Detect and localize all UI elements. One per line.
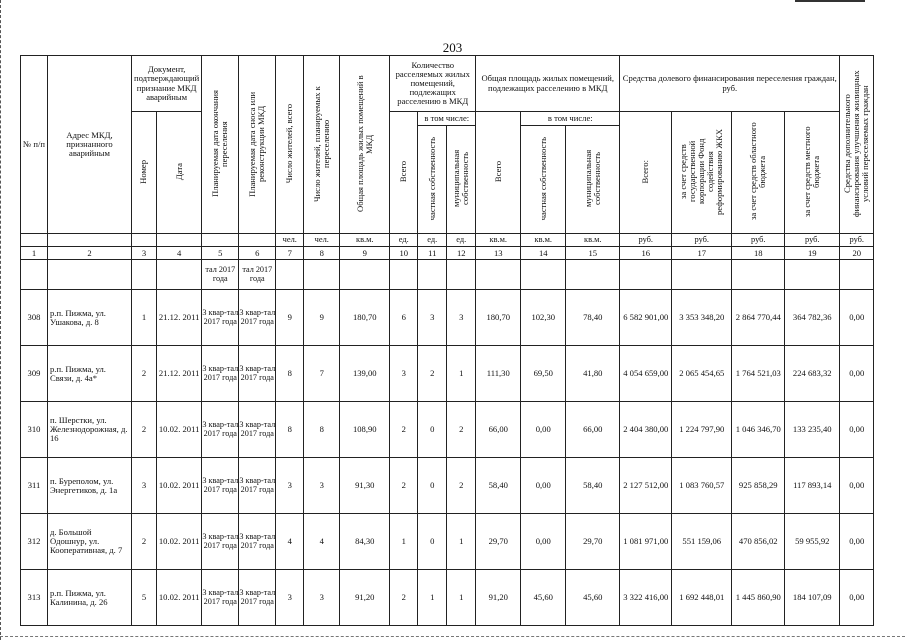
- row-area-private: 0,00: [521, 402, 566, 458]
- row-rooms-private: 3: [418, 290, 447, 346]
- resettlement-table-wrapper: [20, 55, 874, 626]
- header-document: Документ, подтверждающий признание МКД аварийным: [132, 56, 202, 112]
- row-funds-extra: 0,00: [840, 514, 874, 570]
- row-rooms-total: 2: [390, 570, 418, 626]
- row-area-private: 69,50: [521, 346, 566, 402]
- row-funds-total: 2 127 512,00: [620, 458, 672, 514]
- row-funds-fund: 1 692 448,01: [672, 570, 732, 626]
- header-num: № п/п: [21, 56, 48, 234]
- unit-cell: кв.м.: [521, 234, 566, 247]
- unit-cell: чел.: [276, 234, 304, 247]
- page-number: 203: [442, 40, 463, 55]
- row-residents-total: 8: [276, 402, 304, 458]
- header-funds-regional: за счет средств областного бюджета: [732, 112, 785, 234]
- row-area-municipal: 41,80: [566, 346, 620, 402]
- row-planned-demolition: 3 квар-тал 2017 года: [239, 570, 276, 626]
- header-area-private: частная собственность: [521, 126, 566, 234]
- table-row: [21, 346, 874, 402]
- row-funds-total: 1 081 971,00: [620, 514, 672, 570]
- column-number: 11: [418, 247, 447, 260]
- header-rooms-private: частная собственность: [418, 126, 447, 234]
- header-funds-total: Всего:: [620, 112, 672, 234]
- row-rooms-municipal: 1: [447, 570, 476, 626]
- row-number: 312: [21, 514, 48, 570]
- unit-cell: ед.: [390, 234, 418, 247]
- row-rooms-total: 6: [390, 290, 418, 346]
- row-rooms-municipal: 1: [447, 514, 476, 570]
- row-funds-regional: 2 864 770,44: [732, 290, 785, 346]
- unit-cell: кв.м.: [476, 234, 521, 247]
- header-area-municipal: муниципальная собственность: [566, 126, 620, 234]
- header-funds-fund: за счет средств государственной корпорации Фонд содействия реформированию ЖКХ: [672, 112, 732, 234]
- table-row: [21, 290, 874, 346]
- column-number: 20: [840, 247, 874, 260]
- column-number: 17: [672, 247, 732, 260]
- row-area-municipal: 78,40: [566, 290, 620, 346]
- row-doc-date: 10.02. 2011: [156, 402, 201, 458]
- row-funds-regional: 1 445 860,90: [732, 570, 785, 626]
- row-funds-local: 133 235,40: [785, 402, 840, 458]
- row-doc-number: 5: [132, 570, 157, 626]
- row-total-area: 91,30: [340, 458, 390, 514]
- row-area-private: 102,30: [521, 290, 566, 346]
- row-total-area: 108,90: [340, 402, 390, 458]
- row-funds-local: 364 782,36: [785, 290, 840, 346]
- header-residents-planned: Число жителей, планируемых к переселению: [304, 56, 340, 234]
- row-address: р.п. Пижма, ул. Калинина, д. 26: [48, 570, 132, 626]
- bottom-rule: [0, 636, 905, 638]
- row-rooms-private: 0: [418, 458, 447, 514]
- column-number: 18: [732, 247, 785, 260]
- row-funds-regional: 1 046 346,70: [732, 402, 785, 458]
- row-funds-fund: 3 353 348,20: [672, 290, 732, 346]
- row-rooms-municipal: 1: [447, 346, 476, 402]
- column-number: 13: [476, 247, 521, 260]
- row-residents-total: 8: [276, 346, 304, 402]
- column-number: 6: [239, 247, 276, 260]
- row-residents-total: 9: [276, 290, 304, 346]
- row-planned-resettlement-end: 3 квар-тал 2017 года: [202, 402, 239, 458]
- row-doc-number: 2: [132, 514, 157, 570]
- header-funds-local: за счет средств местного бюджета: [785, 112, 840, 234]
- header-area-incl: в том числе:: [521, 112, 620, 126]
- table-row: [21, 570, 874, 626]
- row-residents-planned: 4: [304, 514, 340, 570]
- table-row: [21, 458, 874, 514]
- row-total-area: 84,30: [340, 514, 390, 570]
- header-rooms-count: Количество расселяемых жилых помещений, подлежащих расселению в МКД: [390, 56, 476, 112]
- column-number: 8: [304, 247, 340, 260]
- column-number: 2: [48, 247, 132, 260]
- column-number: 19: [785, 247, 840, 260]
- row-area-private: 0,00: [521, 458, 566, 514]
- row-number: 308: [21, 290, 48, 346]
- unit-cell: чел.: [304, 234, 340, 247]
- row-total-area: 139,00: [340, 346, 390, 402]
- row-residents-total: 3: [276, 570, 304, 626]
- row-planned-demolition: 3 квар-тал 2017 года: [239, 290, 276, 346]
- row-funds-fund: 1 224 797,90: [672, 402, 732, 458]
- row-address: р.п. Пижма, ул. Связи, д. 4а*: [48, 346, 132, 402]
- units-row: [21, 234, 874, 247]
- unit-cell: руб.: [672, 234, 732, 247]
- column-number: 9: [340, 247, 390, 260]
- row-doc-date: 10.02. 2011: [156, 458, 201, 514]
- row-funds-local: 224 683,32: [785, 346, 840, 402]
- column-number: 3: [132, 247, 157, 260]
- unit-cell: кв.м.: [340, 234, 390, 247]
- row-funds-total: 6 582 901,00: [620, 290, 672, 346]
- header-planned-resettlement-end: Планируемая дата окончания переселения: [202, 56, 239, 234]
- header-doc-date: Дата: [156, 112, 201, 234]
- unit-cell: руб.: [620, 234, 672, 247]
- column-number: 14: [521, 247, 566, 260]
- row-rooms-total: 2: [390, 402, 418, 458]
- row-funds-regional: 925 858,29: [732, 458, 785, 514]
- quarter-cell: тал 2017 года: [202, 260, 239, 290]
- continued-row: [21, 260, 874, 290]
- column-number: 7: [276, 247, 304, 260]
- column-number: 15: [566, 247, 620, 260]
- header-rooms-incl: в том числе:: [418, 112, 476, 126]
- row-doc-number: 1: [132, 290, 157, 346]
- header-doc-number: Номер: [132, 112, 157, 234]
- row-area-total: 91,20: [476, 570, 521, 626]
- header-area-total: Всего: [476, 112, 521, 234]
- row-address: п. Шерстки, ул. Железнодорожная, д. 16: [48, 402, 132, 458]
- row-planned-resettlement-end: 3 квар-тал 2017 года: [202, 570, 239, 626]
- row-area-municipal: 66,00: [566, 402, 620, 458]
- row-address: р.п. Пижма, ул. Ушакова, д. 8: [48, 290, 132, 346]
- header-address: Адрес МКД, признанного аварийным: [48, 56, 132, 234]
- row-rooms-municipal: 2: [447, 402, 476, 458]
- column-number: 12: [447, 247, 476, 260]
- row-residents-planned: 9: [304, 290, 340, 346]
- row-planned-resettlement-end: 3 квар-тал 2017 года: [202, 290, 239, 346]
- unit-cell: руб.: [840, 234, 874, 247]
- row-funds-regional: 1 764 521,03: [732, 346, 785, 402]
- row-residents-planned: 3: [304, 458, 340, 514]
- header-rooms-municipal: муниципальная собственность: [447, 126, 476, 234]
- header-residents-total: Число жителей, всего: [276, 56, 304, 234]
- row-planned-demolition: 3 квар-тал 2017 года: [239, 458, 276, 514]
- row-funds-regional: 470 856,02: [732, 514, 785, 570]
- row-funds-fund: 2 065 454,65: [672, 346, 732, 402]
- row-doc-date: 10.02. 2011: [156, 570, 201, 626]
- table-row: [21, 402, 874, 458]
- row-number: 313: [21, 570, 48, 626]
- row-planned-resettlement-end: 3 квар-тал 2017 года: [202, 458, 239, 514]
- row-area-total: 111,30: [476, 346, 521, 402]
- unit-cell: ед.: [447, 234, 476, 247]
- data-rows: [21, 290, 874, 626]
- column-number: 4: [156, 247, 201, 260]
- row-funds-total: 2 404 380,00: [620, 402, 672, 458]
- column-number: 16: [620, 247, 672, 260]
- row-residents-total: 4: [276, 514, 304, 570]
- row-planned-resettlement-end: 3 квар-тал 2017 года: [202, 514, 239, 570]
- header-funds-group: Средства долевого финансирования переселения граждан, руб.: [620, 56, 840, 112]
- row-rooms-total: 2: [390, 458, 418, 514]
- quarter-cell: тал 2017 года: [239, 260, 276, 290]
- row-rooms-private: 0: [418, 402, 447, 458]
- row-rooms-municipal: 3: [447, 290, 476, 346]
- row-doc-date: 21.12. 2011: [156, 346, 201, 402]
- row-funds-extra: 0,00: [840, 402, 874, 458]
- row-rooms-private: 1: [418, 570, 447, 626]
- row-number: 310: [21, 402, 48, 458]
- sheet-edge: [0, 0, 5, 640]
- row-funds-fund: 551 159,06: [672, 514, 732, 570]
- column-numbers-row: [21, 247, 874, 260]
- row-number: 311: [21, 458, 48, 514]
- row-doc-date: 10.02. 2011: [156, 514, 201, 570]
- row-doc-date: 21.12. 2011: [156, 290, 201, 346]
- column-number: 5: [202, 247, 239, 260]
- header-total-area: Общая площадь жилых помещений в МКД: [340, 56, 390, 234]
- row-funds-extra: 0,00: [840, 346, 874, 402]
- row-total-area: 91,20: [340, 570, 390, 626]
- row-doc-number: 2: [132, 346, 157, 402]
- row-funds-extra: 0,00: [840, 290, 874, 346]
- row-number: 309: [21, 346, 48, 402]
- table-row: [21, 514, 874, 570]
- row-residents-planned: 8: [304, 402, 340, 458]
- row-area-municipal: 29,70: [566, 514, 620, 570]
- row-rooms-private: 0: [418, 514, 447, 570]
- row-planned-demolition: 3 квар-тал 2017 года: [239, 514, 276, 570]
- row-rooms-municipal: 2: [447, 458, 476, 514]
- row-residents-planned: 3: [304, 570, 340, 626]
- row-area-private: 45,60: [521, 570, 566, 626]
- header-planned-demolition: Планируемая дата сноса или реконструкции МКД: [239, 56, 276, 234]
- row-funds-extra: 0,00: [840, 570, 874, 626]
- row-funds-total: 3 322 416,00: [620, 570, 672, 626]
- row-area-total: 66,00: [476, 402, 521, 458]
- row-address: п. Буреполом, ул. Энергетиков, д. 1а: [48, 458, 132, 514]
- row-residents-total: 3: [276, 458, 304, 514]
- top-rule: [795, 0, 865, 6]
- header-area-group: Общая площадь жилых помещений, подлежащих расселению в МКД: [476, 56, 620, 112]
- unit-cell: кв.м.: [566, 234, 620, 247]
- unit-cell: руб.: [732, 234, 785, 247]
- unit-cell: руб.: [785, 234, 840, 247]
- row-planned-demolition: 3 квар-тал 2017 года: [239, 346, 276, 402]
- row-rooms-total: 1: [390, 514, 418, 570]
- row-rooms-total: 3: [390, 346, 418, 402]
- unit-cell: ед.: [418, 234, 447, 247]
- resettlement-table: [20, 55, 874, 626]
- row-rooms-private: 2: [418, 346, 447, 402]
- row-funds-extra: 0,00: [840, 458, 874, 514]
- column-number: 10: [390, 247, 418, 260]
- row-funds-local: 117 893,14: [785, 458, 840, 514]
- header-rooms-total: Всего: [390, 112, 418, 234]
- row-area-municipal: 45,60: [566, 570, 620, 626]
- row-area-municipal: 58,40: [566, 458, 620, 514]
- row-area-total: 29,70: [476, 514, 521, 570]
- row-residents-planned: 7: [304, 346, 340, 402]
- header-funds-extra: Средства дополнительного финансирования улучшения жилищных условий переселяемых граждан: [840, 56, 874, 234]
- row-funds-total: 4 054 659,00: [620, 346, 672, 402]
- row-address: д. Большой Одошнур, ул. Кооперативная, д. 7: [48, 514, 132, 570]
- row-funds-fund: 1 083 760,57: [672, 458, 732, 514]
- row-area-total: 180,70: [476, 290, 521, 346]
- row-area-total: 58,40: [476, 458, 521, 514]
- row-funds-local: 184 107,09: [785, 570, 840, 626]
- row-funds-local: 59 955,92: [785, 514, 840, 570]
- row-total-area: 180,70: [340, 290, 390, 346]
- row-doc-number: 2: [132, 402, 157, 458]
- row-doc-number: 3: [132, 458, 157, 514]
- column-number: 1: [21, 247, 48, 260]
- row-planned-demolition: 3 квар-тал 2017 года: [239, 402, 276, 458]
- row-area-private: 0,00: [521, 514, 566, 570]
- row-planned-resettlement-end: 3 квар-тал 2017 года: [202, 346, 239, 402]
